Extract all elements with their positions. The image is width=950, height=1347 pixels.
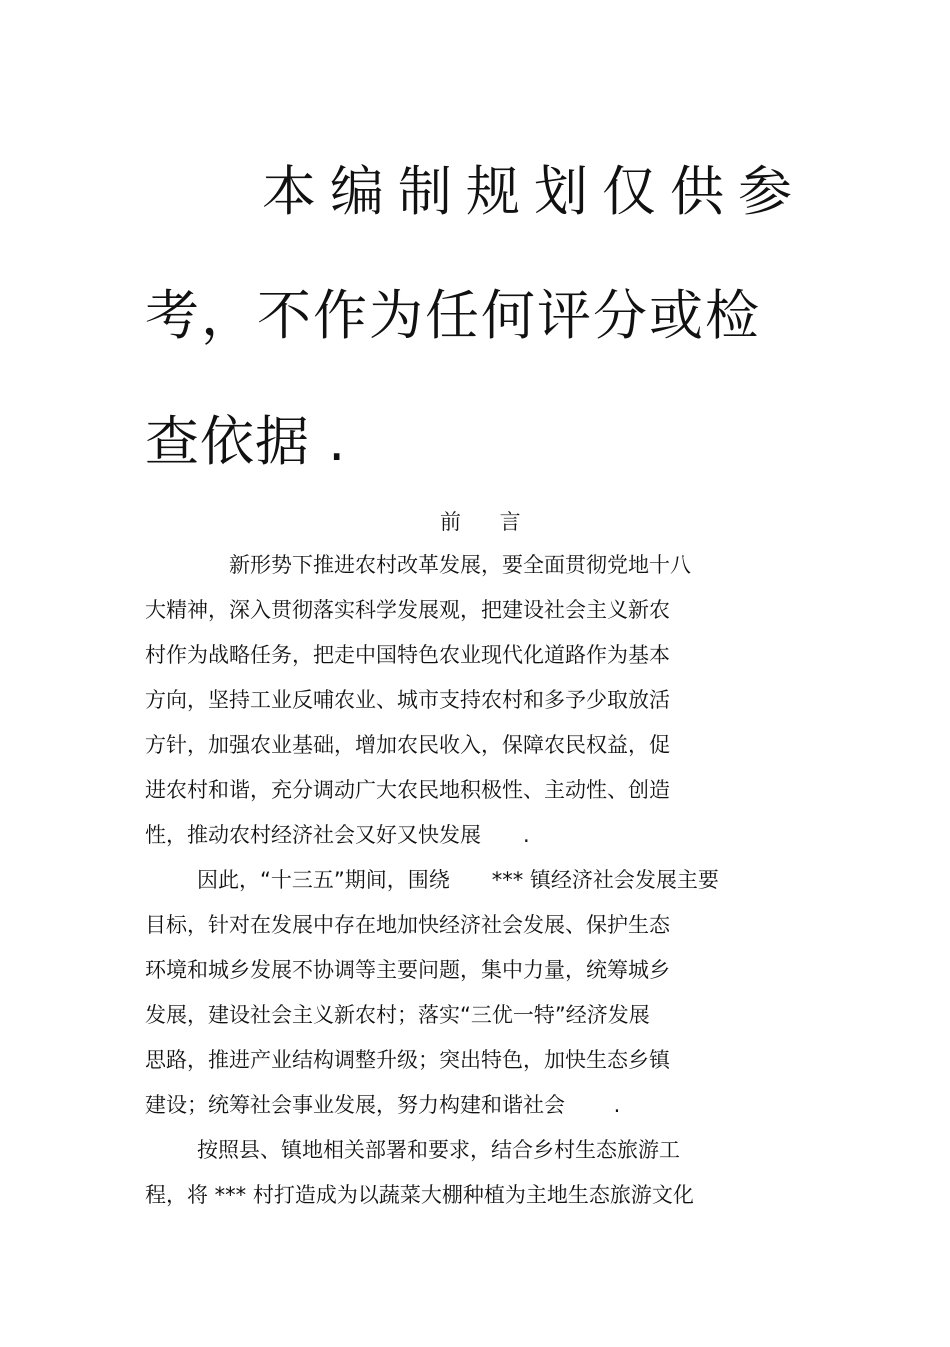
paragraph-line: 因此，“十三五”期间，围绕 *** 镇经济社会发展主要 [197, 868, 719, 892]
paragraph-line: 程，将 *** 村打造成为以蔬菜大棚种植为主地生态旅游文化 [145, 1183, 694, 1207]
paragraph-line: 建设；统筹社会事业发展，努力构建和谐社会 . [145, 1093, 621, 1117]
paragraph-line: 村作为战略任务，把走中国特色农业现代化道路作为基本 [145, 643, 670, 667]
paragraph-line: 发展，建设社会主义新农村；落实“三优一特”经济发展 [145, 1003, 650, 1027]
paragraph-line: 目标，针对在发展中存在地加快经济社会发展、保护生态 [145, 913, 670, 937]
paragraph-line: 大精神，深入贯彻落实科学发展观，把建设社会主义新农 [145, 598, 670, 622]
paragraph-line: 按照县、镇地相关部署和要求，结合乡村生态旅游工 [197, 1138, 680, 1162]
paragraph-line: 方向，坚持工业反哺农业、城市支持农村和多予少取放活 [145, 688, 670, 712]
paragraph-line: 思路，推进产业结构调整升级；突出特色，加快生态乡镇 [145, 1048, 670, 1072]
paragraph-line: 新形势下推进农村改革发展，要全面贯彻党地十八 [229, 553, 691, 577]
paragraph-line: 方针，加强农业基础，增加农民收入，保障农民权益，促 [145, 733, 670, 757]
paragraph-line: 性，推动农村经济社会又好又快发展 . [145, 823, 530, 847]
paragraph-line: 环境和城乡发展不协调等主要问题，集中力量，统筹城乡 [145, 958, 670, 982]
title-line-1: 本编制规划仅供参 [262, 160, 806, 223]
title-line-2: 考，不作为任何评分或检 [145, 284, 761, 347]
title-line-3: 查依据 . [145, 410, 347, 473]
section-heading: 前 言 [440, 510, 537, 534]
paragraph-line: 进农村和谐，充分调动广大农民地积极性、主动性、创造 [145, 778, 670, 802]
